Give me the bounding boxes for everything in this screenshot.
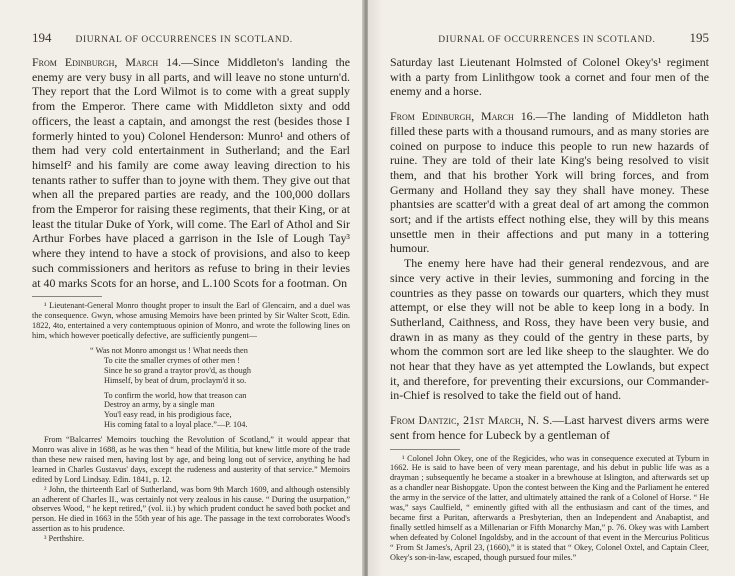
paragraph: Saturday last Lieutenant Holmsted of Colonel Okey's¹ regiment with a party from Linlithgow took a cornet and four men of the enemy and a horse.	[390, 55, 709, 99]
page-number: 195	[689, 30, 709, 45]
right-page	[368, 0, 735, 576]
entry-heading: From Edinburgh, March 14.	[32, 55, 182, 69]
paragraph	[390, 413, 709, 442]
footnote-1-continued: From “Balcarres' Memoirs touching the Revolution of Scotland,” it would appear that Monro was alive in 1688, as he was then “ head of the Militia, but knew little more of the trade than these new raised men, having lost by age, and being long out of service, anything he had learned in Charles Gustavus' days, except the rudeness and austerity of that service.” Memoirs edited by Lord Lindsay. Edin. 1841, p. 12.	[32, 435, 350, 484]
footnote-1: ¹ Colonel John Okey, one of the Regicides, who was in consequence executed at Tyburn in 1662. He is said to have been of very mean parentage, and his debut in public life was as a drayman ; subsequently he became a stoaker in a brewhouse at Islington, and afterwards set up as a chandler near Bishopgate. Upon the contest between the King and the Parliament he entered the army in the service of the latter, and ultimately attained the rank of a Colonel of Horse. “ He was,” says Caulfield, “ eminently gifted with all the enthusiasm and cant of the times, and became first a Puritan, afterwards a Presbyterian, then an Independent and Anabaptist, and finally settled himself as a Millenarian or Fifth Monarchy Man,” p. 76. Okey was with Lambert when defeated by Colonel Ingoldsby, and in the account of that event in the Mercurius Politicus “ From St James's, April 23, (1660),” it is stated that “ Okey, Colonel Oxtel, and Captain Cleer, Okey's son-in-law, escaped, though pursued four miles.”	[390, 453, 709, 562]
footnote-rule	[32, 296, 102, 297]
verse-quote	[90, 346, 350, 430]
entry-text: —Since Middleton's landing the enemy are very busy in all parts, and will leave no stone unturn'd. They report that the Lord Wilmot is to come with a great supply from the Emperor. There came with Middleton sixty and odd officers, the least a captain, and amongst the rest (besides those I formerly hinted to you) Colonel Henderson: Munro¹ and others of them had very cold entertainment in Sutherland; and the Earl himself² and his family are come away leaving direction to his tenants rather to suffer than to joyne with them. They give out that when all the prepared parties are ready, and the 100,000 dollars from the Emperor for raising these regiments, that their King, or at least the titular Duke of York, will come. The Earl of Athol and Sir Arthur Forbes have placed a garrison in the Isle of Lough Tay³ where they intend to have a stock of provisions, and also to keep such commissioners and heritors as refuse to bring in their levies at 40 marks Scots for an horse, and L.100 Scots for a footman. On	[32, 55, 350, 290]
verse-line: Himself, by beat of drum, proclaym'd it so.	[104, 375, 247, 385]
verse-line: To cite the smaller crymes of other men !	[104, 355, 240, 365]
footnote-1: ¹ Lieutenant-General Monro thought proper to insult the Earl of Glencairn, and a duel was the consequence. Gwyn, whose amusing Memoirs have been printed by Sir Walter Scott, Edin. 1822, 4to, entertained a very contemptuous opinion of Monro, and wrote the following lines on him, which however poetically defective, are sufficiently pungent—	[32, 301, 350, 340]
footnote-rule	[390, 449, 460, 450]
footnotes	[390, 454, 709, 563]
entry-heading: From Edinburgh, March 16.	[390, 109, 536, 124]
verse-line: “ Was not Monro amongst us ! What needs then	[90, 345, 248, 355]
verse-line: You'l easy read, in his prodigious face,	[104, 410, 232, 420]
running-head-title: DIURNAL OF OCCURRENCES IN SCOTLAND.	[75, 35, 293, 45]
verse-line: Destroy an army, by a single man	[104, 400, 215, 410]
running-head	[32, 30, 350, 46]
main-text	[32, 55, 350, 290]
entry-heading: From Dantzic, 21st March, N. S.	[390, 413, 553, 428]
page-number: 194	[32, 30, 52, 45]
paragraph	[390, 109, 709, 256]
left-page	[0, 0, 364, 576]
entry-text: —Last harvest divers arms were sent from hence for Lubeck by a gentleman of	[390, 413, 709, 442]
running-head	[390, 30, 709, 46]
verse-line: To confirm the world, how that treason can	[104, 390, 247, 400]
running-head-title: DIURNAL OF OCCURRENCES IN SCOTLAND.	[438, 35, 656, 45]
footnotes	[32, 301, 350, 544]
verse-line: Since he so grand a traytor prov'd, as though	[104, 365, 251, 375]
entry-text: —The landing of Middleton hath filled these parts with a thousand rumours, and as many stories are coined on purpose to induce this people to run new hazards of ruine. They are told of their late King's being resolved to visit them, and that his brother York will bring forces, and from Germany and Holland they say they shall have money. These phantsies are scatter'd with a great deal of art among the common sort; and if the artists effect nothing else, they will by this means unsettle men in their affections and put many in a tottering humour.	[390, 109, 709, 256]
paragraph	[32, 55, 350, 290]
verse-line: His coming fatal to a loyal place.”—P. 104.	[104, 420, 248, 430]
paragraph: The enemy here have had their general rendezvous, and are since very active in their levies, summoning and forcing in the countries as they passe on towards our quarters, which they must attempt, or else they will not be able to keep long in a body. In Sutherland, Caithness, and Ross, they have been very busie, and drawn in as many as they could of the gentry in these parts, by whom the common sort are led like sheep to the slaughter. We do not hear that they have as yet attempted the Lowlands, but expect it, and therefore, for preventing their excursions, our Commander-in-Chief is resolved to take the field out of hand.	[390, 256, 709, 403]
main-text	[390, 55, 709, 443]
footnote-3: ³ Perthshire.	[44, 534, 85, 544]
footnote-2: ² John, the thirteenth Earl of Sutherland, was born 9th March 1609, and although ostensibly an adherent of Charles II., was certainly not very zealous in his cause. “ During the usurpation,” observes Wood, “ he kept retired,” (vol. ii.) by which prudent conduct he saved both pocket and person. He died in 1663 in the 55th year of his age. The passage in the text corroborates Wood's assertion as to his prudence.	[32, 484, 350, 534]
